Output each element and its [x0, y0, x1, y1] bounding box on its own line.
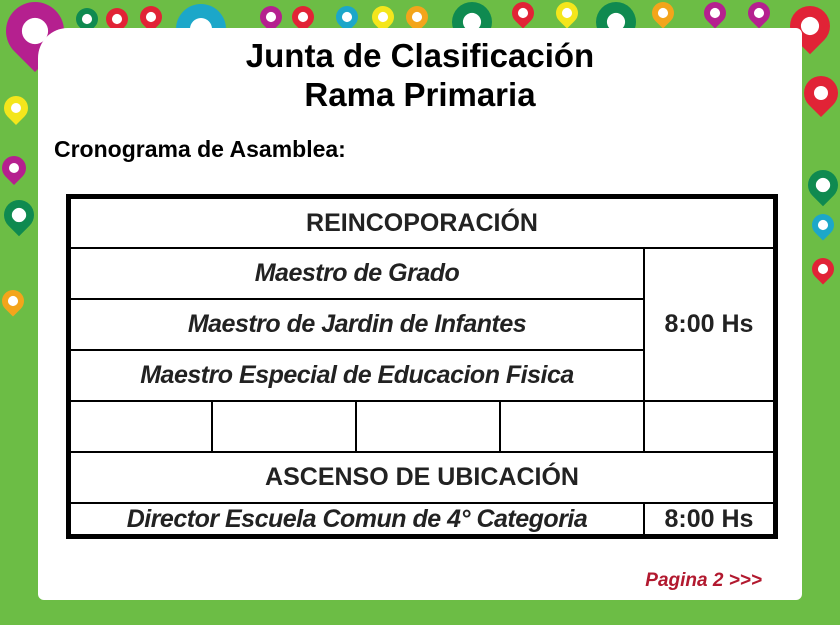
title-line-1: Junta de Clasificación [245, 37, 595, 74]
map-pin-icon [507, 0, 538, 29]
ascenso-time: 8:00 Hs [645, 504, 773, 534]
map-pin-icon [802, 164, 840, 206]
table-row-maestro-grado: Maestro de Grado [71, 249, 643, 298]
map-pin-icon [743, 0, 774, 29]
content-card [38, 28, 802, 600]
map-pin-icon [797, 69, 840, 117]
reincorporacion-heading: REINCOPORACIÓN [71, 199, 773, 247]
next-page-link[interactable]: Pagina 2 >>> [645, 570, 762, 591]
map-pin-icon [807, 253, 838, 284]
map-pin-icon [0, 285, 29, 316]
table-row-maestro-jardin: Maestro de Jardin de Infantes [71, 300, 643, 349]
map-pin-icon [0, 91, 33, 125]
title-line-2: Rama Primaria [304, 76, 536, 113]
map-pin-icon [551, 0, 582, 29]
empty-cell [501, 402, 643, 451]
map-pin-icon [807, 209, 838, 240]
map-pin-icon [647, 0, 678, 29]
table-row-maestro-educacion-fisica: Maestro Especial de Educacion Fisica [71, 351, 643, 400]
map-pin-icon [699, 0, 730, 29]
ascenso-heading: ASCENSO DE UBICACIÓN [71, 453, 773, 502]
empty-cell [357, 402, 499, 451]
map-pin-icon [0, 194, 40, 236]
empty-cell [645, 402, 773, 451]
section-subtitle: Cronograma de Asamblea: [54, 136, 346, 162]
empty-cell [213, 402, 355, 451]
map-pin-icon [0, 151, 31, 185]
page-title [38, 36, 802, 114]
table-row-director: Director Escuela Comun de 4° Categoria [71, 504, 643, 534]
empty-cell [71, 402, 211, 451]
schedule-table [66, 194, 778, 539]
reincorporacion-time: 8:00 Hs [645, 249, 773, 400]
